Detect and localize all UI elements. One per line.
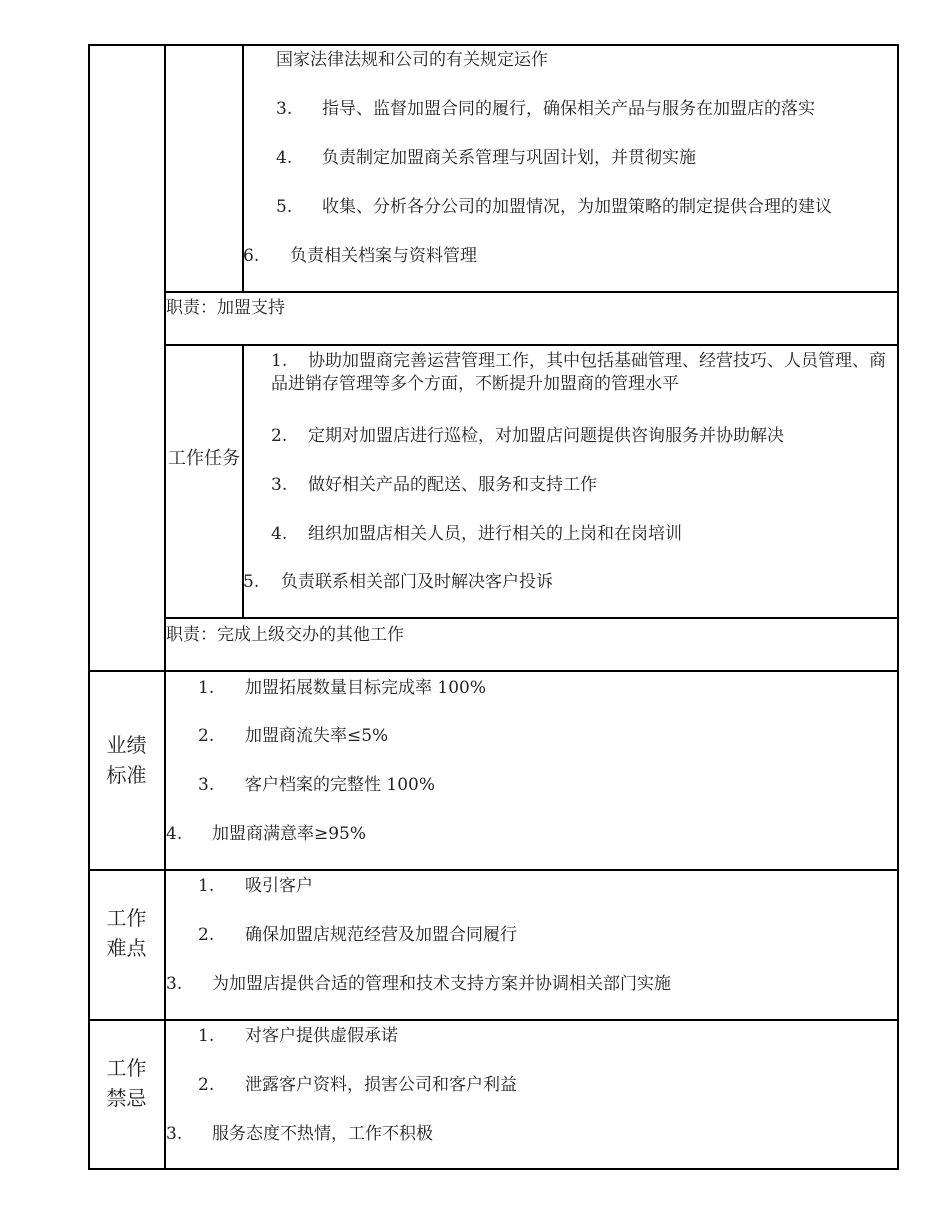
list-item-number: 6. [243, 246, 260, 266]
difficulty-label [89, 903, 164, 963]
list-item: 收集、分析各分公司的加盟情况，为加盟策略的制定提供合理的建议 [322, 197, 832, 217]
taboo-label [89, 1053, 164, 1113]
list-item-number: 4. [271, 524, 288, 544]
list-item: 客户档案的完整性 100% [245, 775, 436, 795]
list-item: 加盟商流失率≤5% [245, 726, 389, 746]
row-divider [88, 670, 899, 672]
list-item-number: 4. [276, 148, 293, 168]
list-item-number: 4. [166, 824, 183, 844]
list-item: 指导、监督加盟合同的履行，确保相关产品与服务在加盟店的落实 [322, 99, 815, 119]
list-item: 定期对加盟店进行巡检，对加盟店问题提供咨询服务并协助解决 [308, 426, 784, 446]
list-item: 服务态度不热情，工作不积极 [212, 1124, 433, 1144]
list-item-number: 3. [198, 775, 215, 795]
list-item-number: 3. [271, 475, 288, 495]
list-item-number: 1. [198, 876, 215, 896]
difficulty-label-line1: 工作 [106, 906, 147, 930]
list-item-number: 5. [276, 197, 293, 217]
list-item-number: 2. [198, 925, 215, 945]
row-divider [88, 869, 899, 871]
taboo-label-line1: 工作 [106, 1056, 147, 1080]
row-divider [88, 1019, 899, 1021]
table-border-top [88, 44, 899, 46]
table-border-bottom [88, 1168, 899, 1170]
list-item-number: 5. [243, 572, 260, 592]
list-item: 加盟拓展数量目标完成率 100% [245, 678, 487, 698]
table-border-right [897, 44, 899, 1170]
performance-label-line1: 业绩 [106, 733, 147, 757]
work-task-label: 工作任务 [168, 448, 240, 469]
table-border-left [88, 44, 90, 1170]
list-item: 负责相关档案与资料管理 [290, 246, 477, 266]
list-item: 为加盟店提供合适的管理和技术支持方案并协调相关部门实施 [212, 974, 671, 994]
list-item: 组织加盟店相关人员，进行相关的上岗和在岗培训 [308, 524, 682, 544]
list-item-number: 3. [166, 974, 183, 994]
row-divider [165, 291, 899, 293]
list-item: 负责联系相关部门及时解决客户投诉 [281, 572, 553, 592]
list-item-number: 2. [271, 426, 288, 446]
list-item: 协助加盟商完善运营管理工作，其中包括基础管理、经营技巧、人员管理、商品进销存管理等多个方面，不断提升加盟商的管理水平 [271, 351, 886, 394]
difficulty-label-line2: 难点 [106, 936, 147, 960]
list-item-number: 1. [271, 351, 288, 371]
duty-title: 职责：加盟支持 [166, 298, 285, 318]
list-item: 做好相关产品的配送、服务和支持工作 [308, 475, 597, 495]
list-item: 加盟商满意率≥95% [212, 824, 367, 844]
list-item-number: 1. [198, 678, 215, 698]
list-item-number: 1. [198, 1026, 215, 1046]
list-item-number: 2. [198, 726, 215, 746]
row-divider [165, 617, 899, 619]
list-item: 确保加盟店规范经营及加盟合同履行 [245, 925, 517, 945]
list-item-number: 2. [198, 1075, 215, 1095]
list-item-number: 3. [166, 1124, 183, 1144]
list-item: 对客户提供虚假承诺 [245, 1026, 398, 1046]
list-item: 吸引客户 [245, 876, 313, 896]
performance-label-line2: 标准 [106, 763, 147, 787]
duty-title: 职责：完成上级交办的其他工作 [166, 625, 404, 645]
list-item: 负责制定加盟商关系管理与巩固计划，并贯彻实施 [322, 148, 696, 168]
taboo-label-line2: 禁忌 [106, 1086, 147, 1110]
column-divider [164, 44, 166, 1170]
row-divider [165, 344, 899, 346]
list-item: 泄露客户资料，损害公司和客户利益 [245, 1075, 517, 1095]
list-item: 国家法律法规和公司的有关规定运作 [276, 50, 548, 70]
list-item-number: 3. [276, 99, 293, 119]
performance-label [89, 730, 164, 790]
